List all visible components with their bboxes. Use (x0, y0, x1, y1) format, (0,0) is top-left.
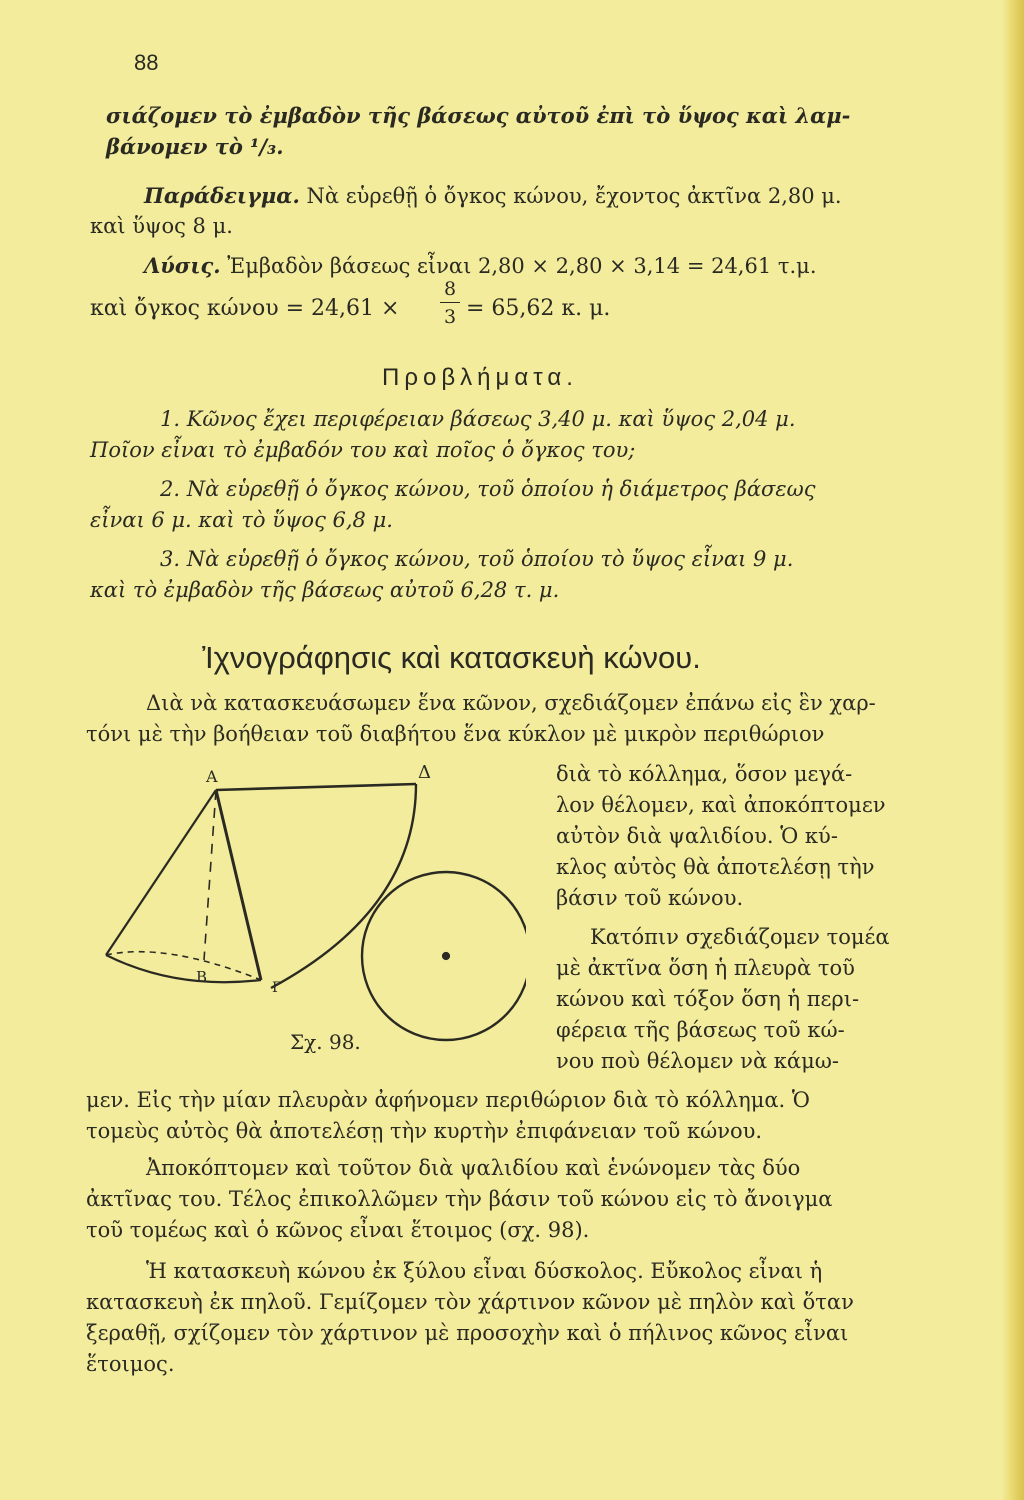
para1-line-2: τόνι μὲ τὴν βοήθειαν τοῦ διαβήτου ἕνα κύκλον μὲ μικρὸν περιθώριον (86, 722, 825, 746)
circle-center (443, 953, 449, 959)
para4-line-3: ξεραθῇ, σχίζομεν τὸν χάρτινον μὲ προσοχὴν καὶ ὁ πήλινος κῶνος εἶναι (86, 1321, 849, 1345)
problem-2-line-1 (160, 474, 904, 505)
right-column-line-9: φέρεια τῆς βάσεως τοῦ κώ- (556, 1018, 845, 1042)
para3-line-3: τοῦ τομέως καὶ ὁ κῶνος εἶναι ἕτοιμος (σχ. 98). (86, 1218, 590, 1242)
solution-line-1 (144, 250, 904, 282)
solution-text-1: Ἐμβαδὸν βάσεως εἶναι 2,80 × 2,80 × 3,14 = 24,61 τ.μ. (227, 254, 817, 278)
page-edge (1002, 0, 1024, 1500)
para4-line-4: ἕτοιμος. (86, 1352, 175, 1376)
sector-left-radius (216, 784, 416, 790)
problem-3-line-1 (160, 544, 904, 575)
example-line-1 (144, 180, 904, 212)
cone-construction-figure (96, 760, 526, 1060)
para2-line-1: μεν. Εἰς τὴν μίαν πλευρὰν ἀφήνομεν περιθώριον διὰ τὸ κόλλημα. Ὁ (86, 1088, 810, 1112)
para1-line-1: Διὰ νὰ κατασκευάσωμεν ἕνα κῶνον, σχεδιάζομεν ἐπάνω εἰς ἓν χαρ- (146, 691, 876, 715)
fraction-numerator: 8 (443, 278, 457, 300)
problem-3-text-1: Νὰ εὑρεθῇ ὁ ὄγκος κώνου, τοῦ ὁποίου τὸ ὕψος εἶναι 9 μ. (186, 547, 794, 571)
intro-line-2: βάνομεν τὸ ¹/₃. (106, 134, 284, 159)
right-column-line-7: μὲ ἀκτῖνα ὅση ἡ πλευρὰ τοῦ (556, 956, 855, 980)
page-number: 88 (134, 50, 159, 75)
example-text-1: Νὰ εὑρεθῇ ὁ ὄγκος κώνου, ἔχοντος ἀκτῖνα 2,80 μ. (306, 184, 842, 208)
cone-base-front (106, 955, 261, 982)
cone-left-side (106, 790, 216, 955)
solution-text-2a: καὶ ὄγκος κώνου = 24,61 × (90, 296, 400, 321)
cone-height (204, 790, 216, 960)
para3-line-2: ἀκτῖνας του. Τέλος ἐπικολλῶμεν τὴν βάσιν τοῦ κώνου εἰς τὸ ἄνοιγμα (86, 1187, 833, 1211)
figure-caption: Σχ. 98. (290, 1030, 361, 1054)
right-column-line-5: βάσιν τοῦ κώνου. (556, 886, 744, 910)
right-column-line-6: Κατόπιν σχεδιάζομεν τομέα (590, 925, 890, 949)
problem-3-number: 3. (160, 547, 181, 571)
label-delta: Δ (418, 762, 431, 783)
right-column-line-3: αὐτὸν διὰ ψαλιδίου. Ὁ κύ- (556, 824, 838, 848)
label-a: Α (206, 767, 218, 786)
problem-2-text-2: εἶναι 6 μ. καὶ τὸ ὕψος 6,8 μ. (90, 508, 393, 532)
sector-arc (271, 784, 416, 988)
right-column-line-10: νου ποὺ θέλομεν νὰ κάμω- (556, 1049, 839, 1073)
example-text-2: καὶ ὕψος 8 μ. (90, 214, 233, 238)
problem-1-number: 1. (160, 407, 181, 431)
problem-1-line-1 (160, 404, 904, 435)
label-b: Β (196, 968, 208, 986)
para2-line-2: τομεὺς αὐτὸς θὰ ἀποτελέσῃ τὴν κυρτὴν ἐπιφάνειαν τοῦ κώνου. (86, 1119, 763, 1143)
solution-label: Λύσις. (144, 253, 221, 278)
solution-text-2b: = 65,62 κ. μ. (466, 296, 611, 321)
para4-line-1: Ἡ κατασκευὴ κώνου ἐκ ξύλου εἶναι δύσκολος. Εὔκολος εἶναι ἡ (146, 1259, 823, 1283)
intro-line-1: σιάζομεν τὸ ἐμβαδὸν τῆς βάσεως αὐτοῦ ἐπὶ τὸ ὕψος καὶ λαμ- (106, 103, 851, 128)
para3-line-1: Ἀποκόπτομεν καὶ τοῦτον διὰ ψαλιδίου καὶ ἑνώνομεν τὰς δύο (146, 1156, 801, 1180)
para4-line-2: κατασκευὴ ἐκ πηλοῦ. Γεμίζομεν τὸν χάρτινον κῶνον μὲ πηλὸν καὶ ὅταν (86, 1290, 854, 1314)
section-title: Ἰχνογράφησις καὶ κατασκευὴ κώνου. (202, 640, 701, 675)
example-label: Παράδειγμα. (144, 183, 300, 208)
right-column-line-2: λον θέλομεν, καὶ ἀποκόπτομεν (556, 793, 886, 817)
right-column-line-4: κλος αὐτὸς θὰ ἀποτελέσῃ τὴν (556, 855, 875, 879)
problem-1-text-2: Ποῖον εἶναι τὸ ἐμβαδόν του καὶ ποῖος ὁ ὄγκος του; (90, 438, 636, 462)
fraction-bar (440, 302, 460, 303)
problem-2-text-1: Νὰ εὑρεθῇ ὁ ὄγκος κώνου, τοῦ ὁποίου ἡ διάμετρος βάσεως (186, 477, 816, 501)
cone-right-side (216, 790, 261, 980)
problem-2-number: 2. (160, 477, 181, 501)
problem-1-text-1: Κῶνος ἔχει περιφέρειαν βάσεως 3,40 μ. καὶ ὕψος 2,04 μ. (186, 407, 796, 431)
right-column-line-1: διὰ τὸ κόλλημα, ὅσον μεγά- (556, 762, 853, 786)
label-g: Γ (272, 980, 282, 996)
problem-3-text-2: καὶ τὸ ἐμβαδὸν τῆς βάσεως αὐτοῦ 6,28 τ. μ. (90, 578, 560, 602)
problems-title: Προβλήματα. (382, 364, 578, 391)
right-column-line-8: κώνου καὶ τόξον ὅση ἡ περι- (556, 987, 860, 1011)
fraction-denominator: 3 (443, 306, 457, 328)
